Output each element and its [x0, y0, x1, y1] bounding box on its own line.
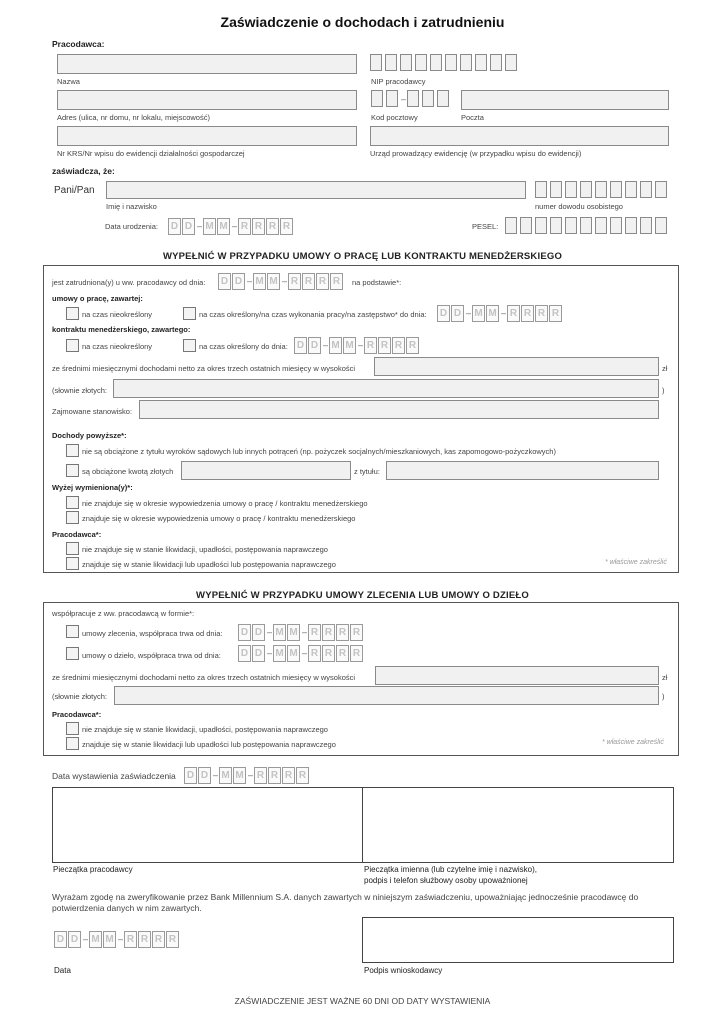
date-separator: – [248, 770, 254, 780]
nip-digit-cell[interactable] [475, 54, 487, 71]
manager-indefinite-label: na czas nieokreślony [82, 342, 153, 351]
pesel-digit-cell[interactable] [550, 217, 562, 234]
notice-checkbox[interactable] [66, 511, 79, 524]
date-digit-cell[interactable]: R [392, 337, 405, 354]
burden-amount-field[interactable] [181, 461, 351, 480]
id-number-caption: numer dowodu osobistego [535, 202, 623, 211]
liquidation-label: znajduje się w stanie likwidacji lub upadłości lub postępowania naprawczego [82, 560, 336, 569]
mandate-employer-heading: Pracodawca*: [52, 710, 102, 719]
employer-name-field[interactable] [57, 54, 357, 74]
document-title: Zaświadczenie o dochodach i zatrudnieniu [220, 14, 505, 30]
postal-digit-cell[interactable] [407, 90, 419, 107]
not-notice-label: nie znajduje się w okresie wypowiedzenia umowy o pracę / kontraktu menedżerskiego [82, 499, 368, 508]
date-digit-cell[interactable]: M [287, 645, 300, 662]
on-basis-label: na podstawie*: [352, 278, 402, 287]
date-digit-cell[interactable]: R [322, 624, 335, 641]
salutation-label: Pani/Pan [54, 185, 95, 196]
date-digit-cell[interactable]: R [378, 337, 391, 354]
date-digit-cell[interactable]: D [238, 645, 251, 662]
date-digit-cell[interactable]: D [184, 767, 197, 784]
nip-caption: NIP pracodawcy [371, 77, 426, 86]
notice-heading: Wyżej wymieniona(y)*: [52, 483, 133, 492]
date-digit-cell[interactable]: R [252, 218, 265, 235]
birthdate-label: Data urodzenia: [105, 222, 158, 231]
date-digit-cell[interactable]: R [336, 645, 349, 662]
krs-caption: Nr KRS/Nr wpisu do ewidencji działalności gospodarczej [57, 149, 245, 158]
date-digit-cell[interactable]: M [472, 305, 485, 322]
fullname-field[interactable] [106, 181, 526, 199]
date-digit-cell[interactable]: D [68, 931, 81, 948]
date-separator: – [466, 308, 472, 318]
burdened-label: są obciążone kwotą złotych [82, 467, 174, 476]
id-digit-cell[interactable] [565, 181, 577, 198]
income-burden-heading: Dochody powyższe*: [52, 431, 127, 440]
date-digit-cell[interactable]: M [219, 767, 232, 784]
date-digit-cell[interactable]: M [329, 337, 342, 354]
applicant-signature-caption: Podpis wnioskodawcy [364, 966, 443, 975]
date-digit-cell[interactable]: R [152, 931, 165, 948]
burden-title-field[interactable] [386, 461, 659, 480]
date-separator: – [197, 221, 203, 231]
indefinite-label: na czas nieokreślony [82, 310, 153, 319]
name-stamp-caption-1: Pieczątka imienna (lub czytelne imię i nazwisko), [364, 865, 537, 874]
mandate-income-field[interactable] [375, 666, 659, 685]
id-digit-cell[interactable] [625, 181, 637, 198]
consent-text: Wyrażam zgodę na zweryfikowanie przez Bank Millennium S.A. danych zawartych w niniejszym zaświadczeniu, upoważniając jednocześnie pracodawcę do potwierdzenia danych w nim zawartych. [52, 892, 639, 913]
post-office-field[interactable] [461, 90, 669, 110]
date-digit-cell[interactable]: M [273, 645, 286, 662]
work-contract-label: umowy o dzieło, współpraca trwa od dnia: [82, 651, 221, 660]
date-digit-cell[interactable]: R [336, 624, 349, 641]
nip-digit-cell[interactable] [370, 54, 382, 71]
manager-definite-checkbox[interactable] [183, 339, 196, 352]
not-burdened-label: nie są obciążone z tytułu wyroków sądowych lub innych potrąceń (np. pożyczek socjalnych/mieszkaniowych, kas zapomogowo-pożyczkowych) [82, 447, 556, 456]
in-words-close: ) [662, 386, 665, 395]
date-digit-cell[interactable]: D [198, 767, 211, 784]
nip-digit-cell[interactable] [415, 54, 427, 71]
by-title-label: z tytułu: [354, 467, 380, 476]
date-digit-cell[interactable]: R [288, 273, 301, 290]
not-liquidation-label: nie znajduje się w stanie likwidacji, upadłości, postępowania naprawczego [82, 545, 328, 554]
strike-note: * właściwe zakreślić [605, 559, 667, 566]
not-burdened-checkbox[interactable] [66, 444, 79, 457]
date-digit-cell[interactable]: R [316, 273, 329, 290]
date-digit-cell[interactable]: R [124, 931, 137, 948]
mandate-in-words-label: (słownie złotych: [52, 692, 108, 701]
date-digit-cell[interactable]: D [294, 337, 307, 354]
date-digit-cell[interactable]: R [308, 624, 321, 641]
mandate-liquidation-checkbox[interactable] [66, 737, 79, 750]
employed-since-label: jest zatrudniona(y) u ww. pracodawcy od dnia: [52, 278, 206, 287]
id-digit-cell[interactable] [550, 181, 562, 198]
date-digit-cell[interactable]: R [521, 305, 534, 322]
pesel-label: PESEL: [472, 222, 499, 231]
manager-indefinite-checkbox[interactable] [66, 339, 79, 352]
nip-digit-cell[interactable] [505, 54, 517, 71]
postal-dash: – [401, 94, 407, 104]
date-digit-cell[interactable]: M [103, 931, 116, 948]
date-digit-cell[interactable]: R [302, 273, 315, 290]
date-digit-cell[interactable]: D [182, 218, 195, 235]
postal-code-caption: Kod pocztowy [371, 113, 418, 122]
date-digit-cell[interactable]: M [343, 337, 356, 354]
mandate-liquidation-label: znajduje się w stanie likwidacji lub upadłości lub postępowania naprawczego [82, 740, 336, 749]
id-digit-cell[interactable] [655, 181, 667, 198]
mandate-strike-note: * właściwe zakreślić [602, 739, 664, 746]
work-contract-checkbox[interactable] [66, 647, 79, 660]
date-digit-cell[interactable]: D [218, 273, 231, 290]
applicant-signature-box[interactable] [362, 917, 674, 963]
employer-name-caption: Nazwa [57, 77, 80, 86]
date-digit-cell[interactable]: M [486, 305, 499, 322]
date-digit-cell[interactable]: R [322, 645, 335, 662]
date-separator: – [302, 627, 308, 637]
name-stamp-box[interactable] [362, 787, 674, 863]
nip-digit-cell[interactable] [490, 54, 502, 71]
date-digit-cell[interactable]: D [168, 218, 181, 235]
postal-digit-cell[interactable] [386, 90, 398, 107]
mandate-currency-label: zł [662, 673, 668, 682]
date-digit-cell[interactable]: R [406, 337, 419, 354]
pesel-digit-cell[interactable] [505, 217, 517, 234]
id-digit-cell[interactable] [610, 181, 622, 198]
mandate-contract-checkbox[interactable] [66, 625, 79, 638]
date-separator: – [501, 308, 507, 318]
date-digit-cell[interactable]: M [253, 273, 266, 290]
date-separator: – [267, 648, 273, 658]
issue-date-label: Data wystawienia zaświadczenia [52, 771, 176, 781]
date-digit-cell[interactable]: R [254, 767, 267, 784]
date-separator: – [213, 770, 219, 780]
date-separator: – [282, 276, 288, 286]
in-words-label: (słownie złotych: [52, 386, 108, 395]
date-caption: Data [54, 966, 71, 975]
date-separator: – [323, 340, 329, 350]
date-digit-cell[interactable]: R [330, 273, 343, 290]
date-digit-cell[interactable]: D [451, 305, 464, 322]
nip-digit-cell[interactable] [445, 54, 457, 71]
date-separator: – [247, 276, 253, 286]
date-digit-cell[interactable]: R [535, 305, 548, 322]
date-digit-cell[interactable]: D [54, 931, 67, 948]
krs-field[interactable] [57, 126, 357, 146]
date-digit-cell[interactable]: R [268, 767, 281, 784]
registry-office-caption: Urząd prowadzący ewidencję (w przypadku wpisu do ewidencji) [370, 149, 582, 158]
date-digit-cell[interactable]: R [280, 218, 293, 235]
validity-note: ZAŚWIADCZENIE JEST WAŻNE 60 DNI OD DATY WYSTAWIENIA [234, 996, 491, 1006]
pesel-digit-cell[interactable] [565, 217, 577, 234]
nip-digit-cell[interactable] [400, 54, 412, 71]
id-digit-cell[interactable] [535, 181, 547, 198]
mandate-not-liquidation-label: nie znajduje się w stanie likwidacji, upadłości, postępowania naprawczego [82, 725, 328, 734]
date-digit-cell[interactable]: R [266, 218, 279, 235]
pesel-digit-cell[interactable] [610, 217, 622, 234]
date-digit-cell[interactable]: R [364, 337, 377, 354]
employer-stamp-box[interactable] [52, 787, 363, 863]
date-digit-cell[interactable]: M [287, 624, 300, 641]
date-digit-cell[interactable]: R [507, 305, 520, 322]
certifies-heading: zaświadcza, że: [52, 166, 115, 176]
date-digit-cell[interactable]: R [138, 931, 151, 948]
cooperates-label: współpracuje z ww. pracodawcą w formie*: [52, 609, 195, 618]
postal-digit-cell[interactable] [437, 90, 449, 107]
employer-status-heading: Pracodawca*: [52, 530, 102, 539]
date-separator: – [118, 934, 124, 944]
id-digit-cell[interactable] [580, 181, 592, 198]
employer-heading: Pracodawca: [52, 39, 105, 49]
mandate-in-words-field[interactable] [114, 686, 659, 705]
date-digit-cell[interactable]: R [549, 305, 562, 322]
date-digit-cell[interactable]: M [203, 218, 216, 235]
indefinite-checkbox[interactable] [66, 307, 79, 320]
position-label: Zajmowane stanowisko: [52, 407, 133, 416]
date-separator: – [267, 627, 273, 637]
notice-label: znajduje się w okresie wypowiedzenia umowy o pracę / kontraktu menedżerskiego [82, 514, 356, 523]
employment-section-title: WYPEŁNIĆ W PRZYPADKU UMOWY O PRACĘ LUB KONTRAKTU MENEDŻERSKIEGO [162, 251, 563, 262]
mandate-in-words-close: ) [662, 692, 665, 701]
date-separator: – [358, 340, 364, 350]
name-stamp-caption-2: podpis i telefon służbowy osoby upoważnionej [364, 876, 528, 885]
address-caption: Adres (ulica, nr domu, nr lokalu, miejscowość) [57, 113, 210, 122]
income-label: ze średnimi miesięcznymi dochodami netto za okres trzech ostatnich miesięcy w wysokości [52, 364, 356, 373]
id-digit-cell[interactable] [595, 181, 607, 198]
manager-definite-label: na czas określony do dnia: [199, 342, 288, 351]
pesel-digit-cell[interactable] [595, 217, 607, 234]
pesel-digit-cell[interactable] [580, 217, 592, 234]
currency-label: zł [662, 364, 668, 373]
date-separator: – [232, 221, 238, 231]
nip-digit-cell[interactable] [430, 54, 442, 71]
income-field[interactable] [374, 357, 659, 376]
mandate-contract-label: umowy zlecenia, współpraca trwa od dnia: [82, 629, 223, 638]
mandate-section-title: WYPEŁNIĆ W PRZYPADKU UMOWY ZLECENIA LUB UMOWY O DZIEŁO [196, 590, 529, 601]
date-digit-cell[interactable]: D [252, 624, 265, 641]
contract-heading: umowy o pracę, zawartej: [52, 294, 143, 303]
not-liquidation-checkbox[interactable] [66, 542, 79, 555]
date-digit-cell[interactable]: D [238, 624, 251, 641]
date-digit-cell[interactable]: R [282, 767, 295, 784]
date-digit-cell[interactable]: M [217, 218, 230, 235]
not-notice-checkbox[interactable] [66, 496, 79, 509]
burdened-checkbox[interactable] [66, 464, 79, 477]
employer-stamp-caption: Pieczątka pracodawcy [53, 865, 133, 874]
pesel-digit-cell[interactable] [655, 217, 667, 234]
date-digit-cell[interactable]: R [350, 645, 363, 662]
date-digit-cell[interactable]: M [267, 273, 280, 290]
pesel-digit-cell[interactable] [625, 217, 637, 234]
position-field[interactable] [139, 400, 659, 419]
liquidation-checkbox[interactable] [66, 557, 79, 570]
definite-replacement-label: na czas określony/na czas wykonania pracy/na zastępstwo* do dnia: [199, 310, 427, 319]
date-digit-cell[interactable]: R [296, 767, 309, 784]
definite-replacement-checkbox[interactable] [183, 307, 196, 320]
date-digit-cell[interactable]: M [89, 931, 102, 948]
mandate-income-label: ze średnimi miesięcznymi dochodami netto za okres trzech ostatnich miesięcy w wysokości [52, 673, 356, 682]
manager-heading: kontraktu menedżerskiego, zawartego: [52, 325, 191, 334]
date-digit-cell[interactable]: D [252, 645, 265, 662]
pesel-digit-cell[interactable] [520, 217, 532, 234]
date-digit-cell[interactable]: M [233, 767, 246, 784]
date-digit-cell[interactable]: M [273, 624, 286, 641]
date-digit-cell[interactable]: R [238, 218, 251, 235]
pesel-digit-cell[interactable] [640, 217, 652, 234]
mandate-not-liquidation-checkbox[interactable] [66, 722, 79, 735]
date-digit-cell[interactable]: R [350, 624, 363, 641]
postal-digit-cell[interactable] [422, 90, 434, 107]
date-digit-cell[interactable]: D [308, 337, 321, 354]
postal-digit-cell[interactable] [371, 90, 383, 107]
date-digit-cell[interactable]: R [308, 645, 321, 662]
fullname-caption: Imię i nazwisko [106, 202, 157, 211]
date-digit-cell[interactable]: R [166, 931, 179, 948]
date-separator: – [83, 934, 89, 944]
pesel-digit-cell[interactable] [535, 217, 547, 234]
nip-digit-cell[interactable] [460, 54, 472, 71]
date-digit-cell[interactable]: D [232, 273, 245, 290]
date-digit-cell[interactable]: D [437, 305, 450, 322]
in-words-field[interactable] [113, 379, 659, 398]
post-office-caption: Poczta [461, 113, 484, 122]
address-field[interactable] [57, 90, 357, 110]
date-separator: – [302, 648, 308, 658]
nip-digit-cell[interactable] [385, 54, 397, 71]
registry-office-field[interactable] [370, 126, 669, 146]
id-digit-cell[interactable] [640, 181, 652, 198]
